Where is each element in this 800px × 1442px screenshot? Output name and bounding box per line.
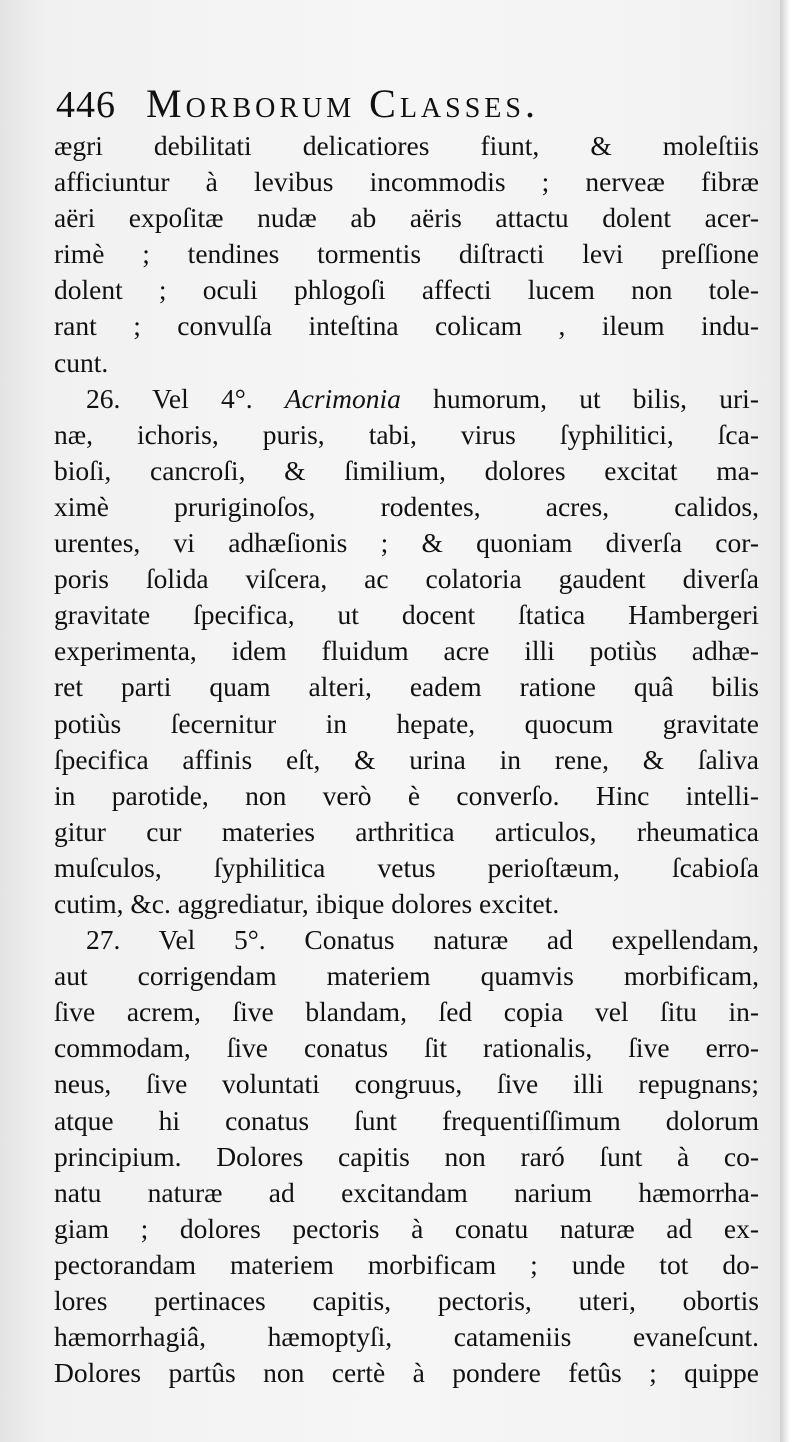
italic-term: Acrimonia xyxy=(284,382,401,414)
text-line: gitur cur materies arthritica articulos, rheumatica xyxy=(54,815,759,847)
body-text xyxy=(54,128,759,1391)
text-line: bioſi, cancroſi, & ſimilium, dolores excitat ma- xyxy=(54,454,759,486)
text-line: experimenta, idem fluidum acre illi potiùs adhæ- xyxy=(54,635,759,667)
text-line: pectorandam materiem morbificam ; unde tot do- xyxy=(54,1248,759,1280)
text-line: ximè pruriginoſos, rodentes, acres, calidos, xyxy=(54,490,759,522)
text-line: ſive acrem, ſive blandam, ſed copia vel ſitu in- xyxy=(54,996,759,1028)
text-line: neus, ſive voluntati congruus, ſive illi repugnans; xyxy=(54,1068,759,1100)
text-line: gravitate ſpecifica, ut docent ſtatica Hambergeri xyxy=(54,599,759,631)
text-line: cutim, &c. aggrediatur, ibique dolores excitet. xyxy=(54,887,560,919)
text-line: hæmorrhagiâ, hæmoptyſi, catameniis evaneſcunt. xyxy=(54,1321,759,1353)
text-line xyxy=(54,381,759,417)
text-line: potiùs ſecernitur in hepate, quocum gravitate xyxy=(54,707,759,739)
text-segment: 26. Vel 4°. xyxy=(86,382,285,414)
text-line: aut corrigendam materiem quamvis morbificam, xyxy=(54,960,759,992)
text-line: in parotide, non verò è converſo. Hinc intelli- xyxy=(54,779,759,811)
running-title: Morborum Classes. xyxy=(146,81,539,126)
text-line: giam ; dolores pectoris à conatu naturæ ad ex- xyxy=(54,1212,759,1244)
page-edge xyxy=(780,0,790,1442)
text-line: natu naturæ ad excitandam narium hæmorrha- xyxy=(54,1176,759,1208)
text-line: 27. Vel 5°. Conatus naturæ ad expellendam, xyxy=(86,924,759,956)
text-line: muſculos, ſyphilitica vetus perioſtæum, ſcabioſa xyxy=(54,851,759,883)
text-segment: humorum, ut bilis, uri- xyxy=(400,382,759,414)
text-line: ret parti quam alteri, eadem ratione quâ bilis xyxy=(54,671,759,703)
text-line: aëri expoſitæ nudæ ab aëris attactu dolent acer- xyxy=(54,202,759,234)
text-line: rimè ; tendines tormentis diſtracti levi preſſione xyxy=(54,238,759,270)
text-line: afficiuntur à levibus incommodis ; nerveæ fibræ xyxy=(54,166,759,198)
text-line: poris ſolida viſcera, ac colatoria gaudent diverſa xyxy=(54,563,759,595)
page-number: 446 xyxy=(56,84,116,126)
page-header xyxy=(56,80,539,128)
text-line: principium. Dolores capitis non raró ſunt à co- xyxy=(54,1140,759,1172)
text-line: næ, ichoris, puris, tabi, virus ſyphilitici, ſca- xyxy=(54,418,759,450)
text-line: rant ; convulſa inteſtina colicam , ileum indu- xyxy=(54,310,759,342)
text-line: ægri debilitati delicatiores fiunt, & moleſtiis xyxy=(54,130,759,161)
text-line: Dolores partûs non certè à pondere fetûs ; quippe xyxy=(54,1357,759,1389)
text-line: cunt. xyxy=(54,346,109,378)
text-line: urentes, vi adhæſionis ; & quoniam diverſa cor- xyxy=(54,527,759,559)
text-line: lores pertinaces capitis, pectoris, uteri, obortis xyxy=(54,1285,759,1316)
text-line: atque hi conatus ſunt frequentiſſimum dolorum xyxy=(54,1104,759,1136)
text-line: ſpecifica affinis eſt, & urina in rene, & ſaliva xyxy=(54,743,759,775)
text-line: commodam, ſive conatus ſit rationalis, ſive erro- xyxy=(54,1032,759,1064)
text-line: dolent ; oculi phlogoſi affecti lucem non tole- xyxy=(54,274,759,306)
